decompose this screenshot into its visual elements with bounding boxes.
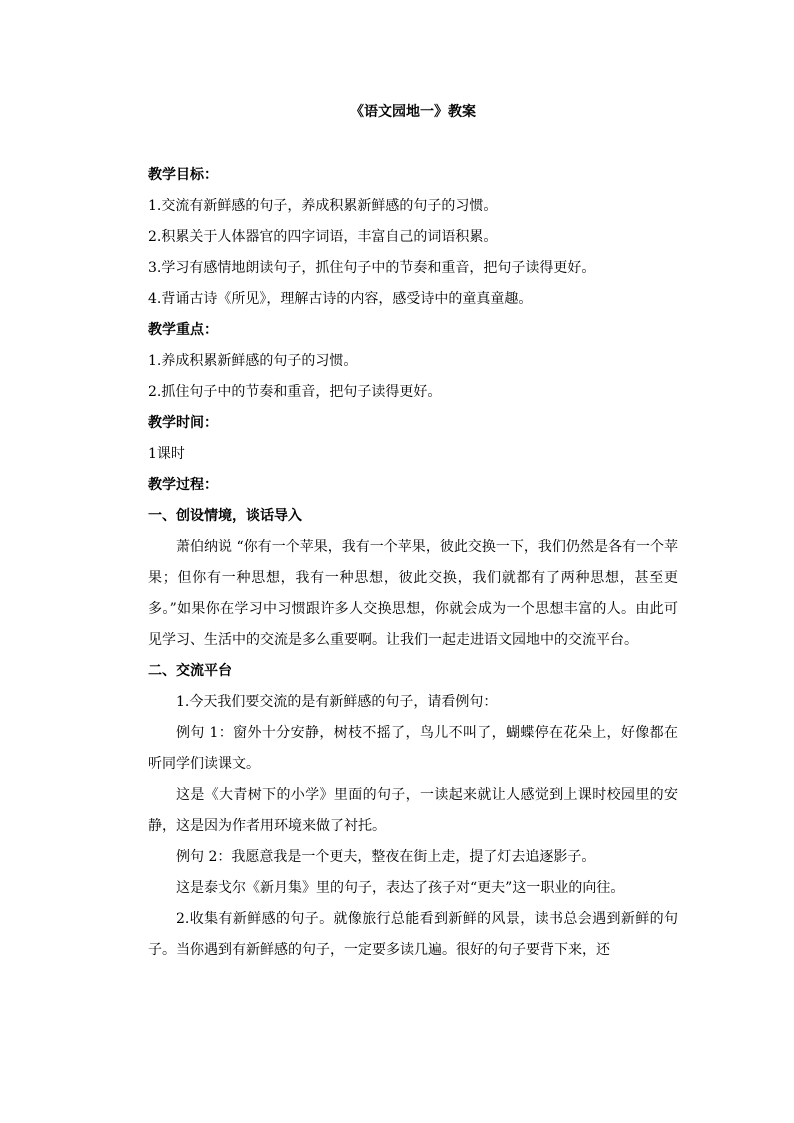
goal-item-3: 3.学习有感情地朗读句子，抓住句子中的节奏和重音，把句子读得更好。 [148, 260, 596, 276]
goals-heading: 教学目标： [148, 167, 218, 183]
goal-item-2: 2.积累关于人体器官的四字词语，丰富自己的词语积累。 [148, 229, 498, 245]
document-title: 《语文园地一》教案 [350, 104, 476, 120]
section-2-heading: 二、交流平台 [148, 663, 232, 679]
goal-item-4: 4.背诵古诗《所见》，理解古诗的内容，感受诗中的童真童趣。 [148, 291, 533, 307]
section-1-heading: 一、创设情境，谈话导入 [148, 508, 302, 524]
key-points-heading: 教学重点： [148, 322, 218, 338]
goal-item-1: 1.交流有新鲜感的句子，养成积累新鲜感的句子的习惯。 [148, 198, 498, 214]
process-heading: 教学过程： [148, 477, 218, 493]
key-point-1: 1.养成积累新鲜感的句子的习惯。 [148, 353, 358, 369]
key-point-2: 2.抓住句子中的节奏和重音，把句子读得更好。 [148, 384, 442, 400]
example-1: 例句 1：窗外十分安静，树枝不摇了，鸟儿不叫了，蝴蝶停在花朵上，好像都在听同学们读课文。 [148, 725, 678, 772]
example-1-note: 这是《大青树下的小学》里面的句子，一读起来就让人感觉到上课时校园里的安静，这是因为作者用环境来做了衬托。 [148, 787, 678, 834]
time-value: 1课时 [148, 446, 185, 462]
section-2-item-2: 2.收集有新鲜感的句子。就像旅行总能看到新鲜的风景，读书总会遇到新鲜的句子。当你遇到有新鲜感的句子，一定要多读几遍。很好的句子要背下来，还 [148, 911, 678, 958]
section-1-paragraph: 萧伯纳说 “你有一个苹果，我有一个苹果，彼此交换一下，我们仍然是各有一个苹果；但你有一种思想，我有一种思想，彼此交换，我们就都有了两种思想，甚至更多。”如果你在学习中习惯跟许多人交换思想，你就会成为一个思想丰富的人。由此可见学习、生活中的交流是多么重要啊。让我们一起走进语文园地中的交流平台。 [148, 539, 678, 648]
document-page [148, 96, 678, 966]
time-heading: 教学时间： [148, 415, 218, 431]
section-2-item-1: 1.今天我们要交流的是有新鲜感的句子，请看例句： [176, 694, 498, 710]
example-2-note: 这是泰戈尔《新月集》里的句子，表达了孩子对“更夫”这一职业的向往。 [176, 880, 625, 896]
example-2: 例句 2：我愿意我是一个更夫，整夜在街上走，提了灯去追逐影子。 [176, 849, 596, 865]
